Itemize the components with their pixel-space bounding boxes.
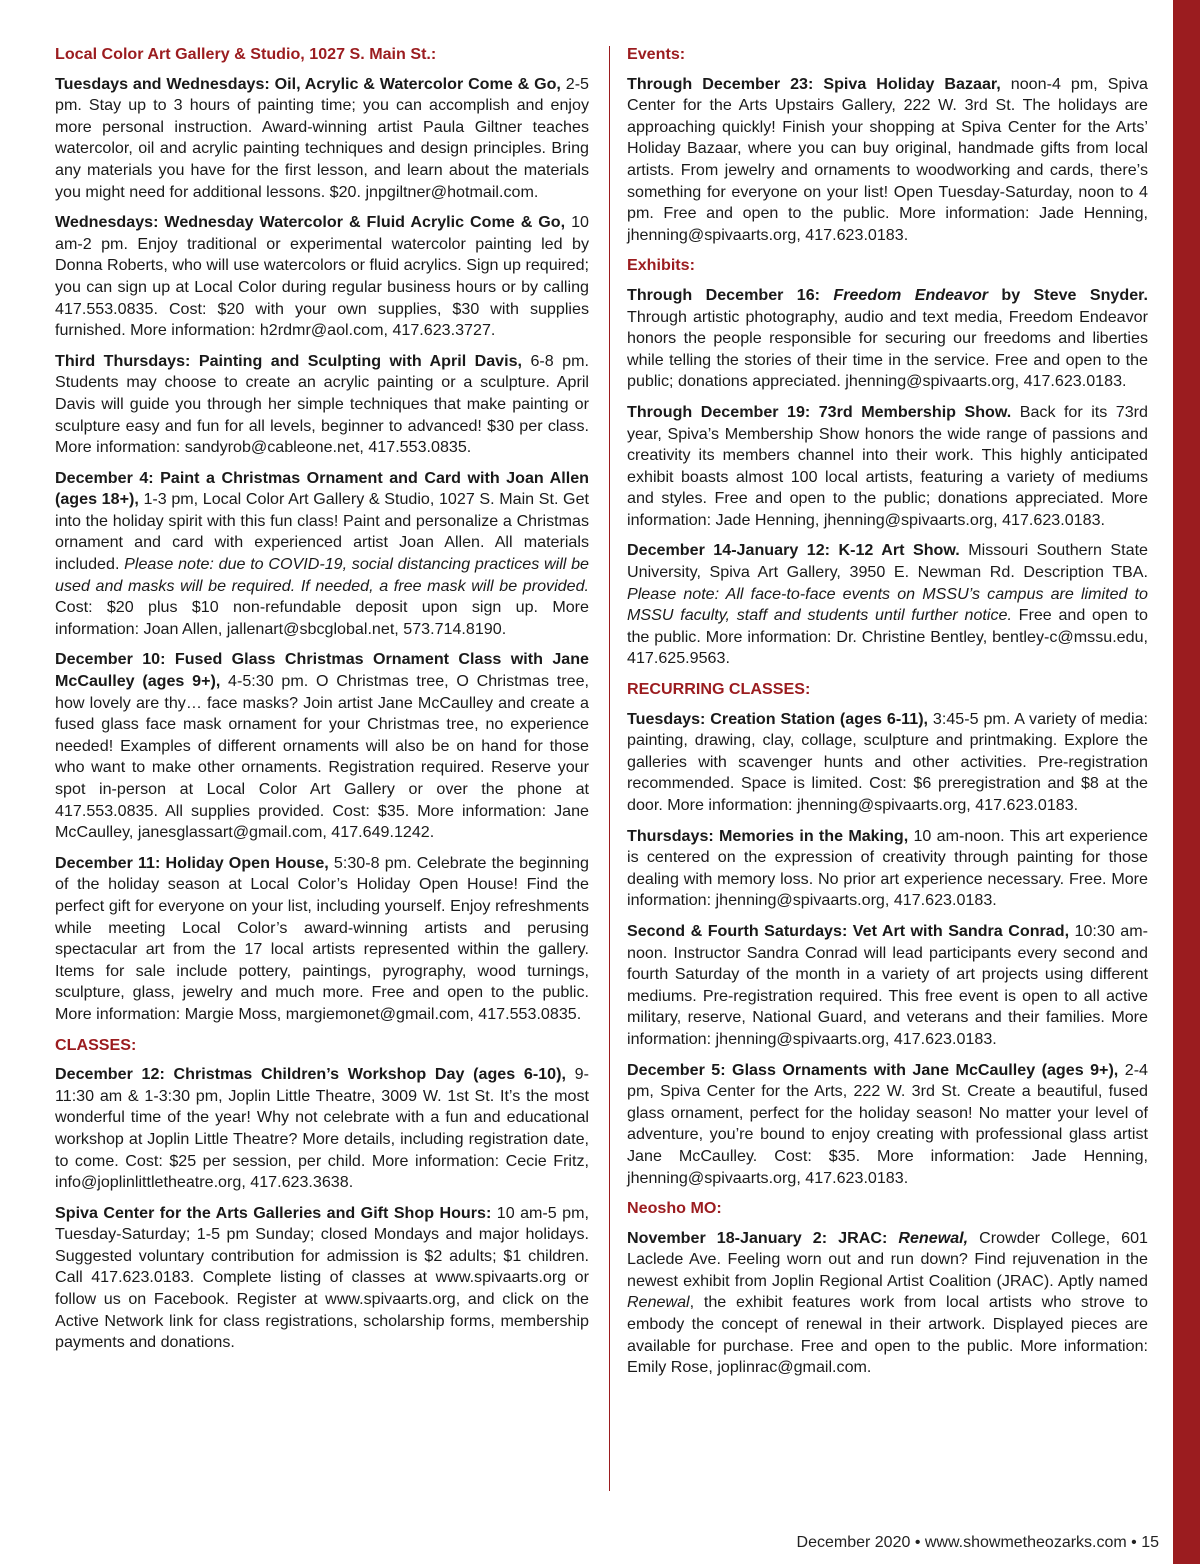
entry-title: December 10: Fused Glass Christmas Ornament Class with Jane McCaulley (ages 9+),	[55, 650, 589, 691]
entry-body: 10 am-2 pm. Enjoy traditional or experimental watercolor painting led by Donna Roberts, who will use watercolors or fluid acrylics. Sign up required; you can sign up at Local Color during regular business hours or by calling 417.553.0835. Cost: $20 with your own supplies, $30 with supplies furnished. More information: h2rdmr@aol.com, 417.623.3727.	[55, 213, 589, 340]
section-heading-classes: CLASSES:	[55, 1035, 137, 1054]
entry-body: 1-3 pm, Local Color Art Gallery & Studio, 1027 S. Main St. Get into the holiday spirit with this fun class! Paint and personalize a Christmas ornament and card with experienced artist Joan Allen. All materials included.	[55, 490, 589, 574]
entry-title: Through December 23: Spiva Holiday Bazaar,	[627, 74, 1001, 93]
entry-note: Please note: All face-to-face events on MSSU’s campus are limited to MSSU faculty, staff and students until further notice.	[627, 584, 1148, 625]
entry-title: December 12: Christmas Children’s Workshop Day (ages 6-10),	[55, 1065, 566, 1084]
entry-title: Tuesdays and Wednesdays: Oil, Acrylic & Watercolor Come & Go,	[55, 74, 561, 93]
entry-body: Back for its 73rd year, Spiva’s Membership Show honors the wide range of passions and creativity its members channel into their work. This highly anticipated exhibit boasts almost 100 local artists, featuring a variety of mediums and styles. Free and open to the public; donations appreciated. More information: Jade Henning, jhenning@spivaarts.org, 417.623.0183.	[627, 402, 1148, 529]
entry-body: 9-11:30 am & 1-3:30 pm, Joplin Little Theatre, 3009 W. 1st St. It’s the most wonderful time of the year! Why not celebrate with a fun and educational workshop at Joplin Little Theatre? More details, including registration date, to come. Cost: $25 per session, per child. More information: Cecie Fritz, info@joplinlittletheatre.org, 417.623.3638.	[55, 1065, 589, 1192]
listing-entry	[55, 212, 589, 342]
page-edge-bar	[1173, 0, 1200, 1564]
entry-title: Third Thursdays: Painting and Sculpting with April Davis,	[55, 351, 523, 370]
section-heading-recurring-classes: RECURRING CLASSES:	[627, 680, 811, 699]
entry-title: December 11: Holiday Open House,	[55, 853, 329, 872]
entry-body-italic: Renewal	[627, 1293, 690, 1312]
listing-entry	[55, 468, 589, 641]
entry-title-italic: Renewal,	[898, 1228, 969, 1247]
entry-note: Please note: due to COVID-19, social distancing practices will be used and masks will be required. If needed, a free mask will be provided.	[55, 555, 589, 595]
entry-title	[627, 1229, 968, 1247]
entry-title: Spiva Center for the Arts Galleries and Gift Shop Hours:	[55, 1203, 492, 1222]
entry-title: Wednesdays: Wednesday Watercolor & Fluid Acrylic Come & Go,	[55, 213, 566, 232]
entry-title: Thursdays: Memories in the Making,	[627, 826, 909, 845]
entry-body: Through artistic photography, audio and text media, Freedom Endeavor honors the people responsible for securing our freedoms and liberties while telling the stories of their time in the service. Free and open to the public; donations appreciated. jhenning@spivaarts.org, 417.623.0183.	[627, 307, 1148, 391]
entry-title-italic: Freedom Endeavor	[833, 285, 989, 304]
right-column	[627, 44, 1148, 1388]
entry-body: Crowder College, 601 Laclede Ave. Feeling worn out and run down? Find rejuvenation in the newest exhibit from Joplin Regional Artist Coalition (JRAC). Aptly named	[627, 1228, 1148, 1290]
entry-title: Tuesdays: Creation Station (ages 6-11),	[627, 709, 929, 728]
listing-entry	[627, 285, 1148, 393]
listing-entry	[627, 402, 1148, 532]
entry-body: 10:30 am-noon. Instructor Sandra Conrad will lead participants every second and fourth Saturday of the month in a variety of art projects using different mediums. Pre-registration required. This free event is open to all active military, reserve, National Guard, and veterans and their families. More information: jhenning@spivaarts.org, 417.623.0183.	[627, 921, 1148, 1048]
entry-body: Free and open to the public. More information: Dr. Christine Bentley, bentley-c@mssu.edu, 417.625.9563.	[627, 606, 1148, 668]
entry-title-part: November 18-January 2: JRAC:	[627, 1228, 899, 1247]
listing-entry	[627, 1228, 1148, 1379]
listing-entry	[55, 74, 589, 204]
entry-title	[627, 286, 1148, 304]
listing-entry	[55, 853, 589, 1026]
listing-entry	[55, 1203, 589, 1354]
entry-body: , the exhibit features work from local artists who strove to embody the concept of renewal in their artwork. Displayed pieces are available for purchase. Free and open to the public. More information: Emily Rose, joplinrac@gmail.com.	[627, 1293, 1148, 1377]
entry-body: Missouri Southern State University, Spiva Art Gallery, 3950 E. Newman Rd. Description TBA.	[627, 541, 1148, 582]
listing-entry	[627, 540, 1148, 670]
section-heading-local-color: Local Color Art Gallery & Studio, 1027 S. Main St.:	[55, 45, 437, 63]
entry-body: 4-5:30 pm. O Christmas tree, O Christmas tree, how lovely are thy… face masks? Join artist Jane McCaulley and create a fused glass face mask ornament for your Christmas tree, no experience needed! Examples of different ornaments will also be on hand for those who want to make other ornaments. Registration required. Reserve your spot in-person at Local Color Art Gallery or over the phone at 417.553.0835. All supplies provided. Cost: $35. More information: Jane McCaulley, janesglassart@gmail.com, 417.649.1242.	[55, 672, 589, 842]
listing-entry	[627, 826, 1148, 912]
entry-title: December 14-January 12: K-12 Art Show.	[627, 541, 960, 560]
entry-title: December 5: Glass Ornaments with Jane McCaulley (ages 9+),	[627, 1060, 1119, 1079]
listing-entry	[627, 709, 1148, 817]
entry-body: noon-4 pm, Spiva Center for the Arts Upstairs Gallery, 222 W. 3rd St. The holidays are approaching quickly! Finish your shopping at Spiva Center for the Arts’ Holiday Bazaar, where you can buy original, handmade gifts from local artists. From jewelry and ornaments to woodworking and cards, there’s something for everyone on your list! Open Tuesday-Saturday, noon to 4 pm. Free and open to the public. More information: Jade Henning, jhenning@spivaarts.org, 417.623.0183.	[627, 74, 1148, 244]
entry-body: 6-8 pm. Students may choose to create an acrylic painting or a sculpture. April Davis will guide you through her simple techniques that make painting or sculpture easy and fun for all levels, beginner to advanced! $30 per class. More information: sandyrob@cableone.net, 417.553.0835.	[55, 351, 589, 457]
listing-entry	[55, 1064, 589, 1194]
entry-title: December 4: Paint a Christmas Ornament and Card with Joan Allen (ages 18+),	[55, 468, 589, 509]
entry-title: Through December 19: 73rd Membership Show.	[627, 402, 1012, 421]
listing-entry	[55, 351, 589, 459]
entry-title-part: Through December 16:	[627, 285, 834, 304]
section-heading-exhibits: Exhibits:	[627, 256, 695, 275]
entry-body: 3:45-5 pm. A variety of media: painting, drawing, clay, collage, sculpture and printmaking. Explore the galleries with scavenger hunts and other activities. Pre-registration recommended. Space is limited. Cost: $6 preregistration and $8 at the door. More information: jhenning@spivaarts.org, 417.623.0183.	[627, 709, 1148, 814]
entry-body: 2-4 pm, Spiva Center for the Arts, 222 W. 3rd St. Create a beautiful, fused glass ornament, perfect for the holiday season! No matter your level of adventure, you’re bound to enjoy creating with professional glass artist Jane McCaulley. Cost: $35. More information: Jade Henning, jhenning@spivaarts.org, 417.623.0183.	[627, 1060, 1148, 1187]
entry-body: 10 am-5 pm, Tuesday-Saturday; 1-5 pm Sunday; closed Mondays and major holidays. Suggested voluntary contribution for admission is $2 adults; $1 children. Call 417.623.0183. Complete listing of classes at www.spivaarts.org or follow us on Facebook. Register at www.spivaarts.org, and click on the Active Network link for class registrations, scholarship forms, membership payments and donations.	[55, 1203, 589, 1352]
left-column	[55, 44, 589, 1363]
entry-body: Cost: $20 plus $10 non-refundable deposit upon sign up. More information: Joan Allen, jallenart@sbcglobal.net, 573.714.8190.	[55, 598, 589, 638]
entry-title: Second & Fourth Saturdays: Vet Art with Sandra Conrad,	[627, 921, 1070, 940]
entry-body: 10 am-noon. This art experience is centered on the expression of creativity through painting for those dealing with memory loss. No prior art experience necessary. Free. More information: jhenning@spivaarts.org, 417.623.0183.	[627, 826, 1148, 910]
entry-title-part: by Steve Snyder.	[988, 285, 1148, 304]
listing-entry	[627, 74, 1148, 247]
section-heading-neosho: Neosho MO:	[627, 1199, 722, 1218]
listing-entry	[627, 1060, 1148, 1190]
listing-entry	[55, 649, 589, 843]
entry-body: 5:30-8 pm. Celebrate the beginning of the holiday season at Local Color’s Holiday Open House! Find the perfect gift for everyone on your list, including yourself. Enjoy refreshments while meeting Local Color’s award-winning artists and perusing spectacular art from the 17 local artists represented within the gallery. Items for sale include pottery, paintings, pyrography, wood turnings, sculpture, glass, jewelry and much more. Free and open to the public. More information: Margie Moss, margiemonet@gmail.com, 417.553.0835.	[55, 853, 589, 1023]
column-divider	[609, 46, 610, 1491]
listing-entry	[627, 921, 1148, 1051]
entry-body: 2-5 pm. Stay up to 3 hours of painting time; you can accomplish and enjoy more personal instruction. Award-winning artist Paula Giltner teaches watercolor, oil and acrylic painting techniques and design principles. Bring any materials you have for the first lesson, and learn about the materials you might need for additional lessons. $20. jnpgiltner@hotmail.com.	[55, 74, 590, 201]
section-heading-events: Events:	[627, 45, 686, 63]
page-footer: December 2020 • www.showmetheozarks.com • 15	[796, 1534, 1159, 1551]
